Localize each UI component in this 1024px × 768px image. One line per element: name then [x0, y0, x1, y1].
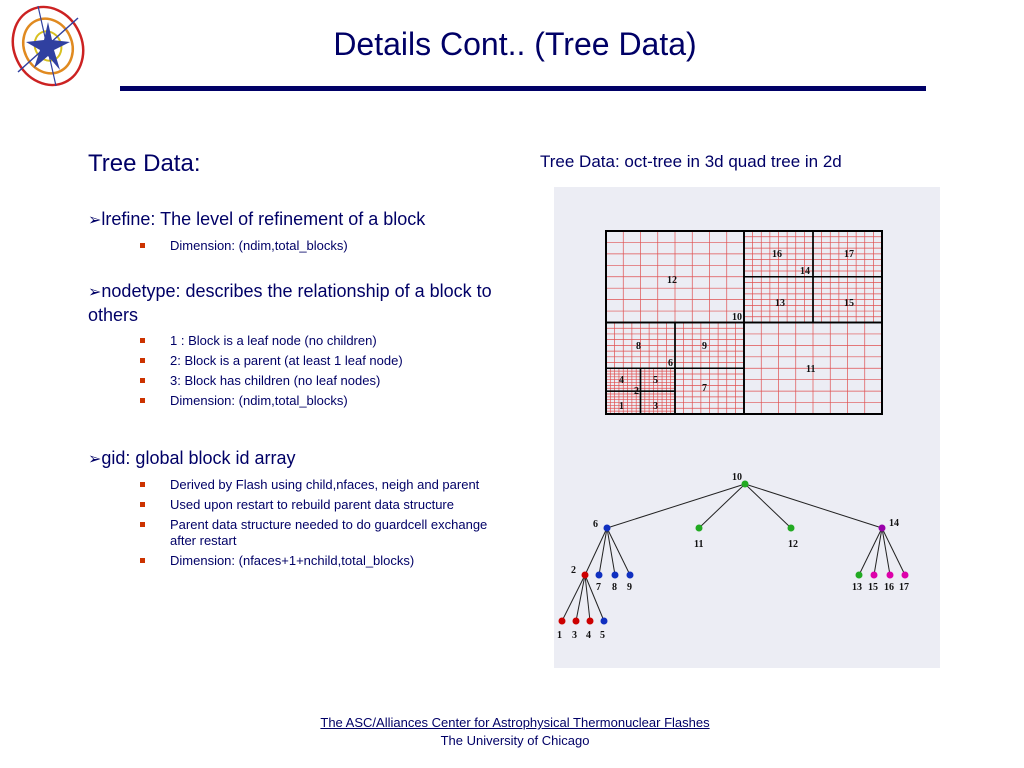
arrow-bullet-icon: ➢ — [88, 212, 102, 229]
section-heading: Tree Data: — [88, 150, 201, 177]
sub-item: 1 : Block is a leaf node (no children) — [88, 333, 508, 349]
tree-node-12 — [788, 525, 795, 532]
tree-node-17 — [902, 572, 909, 579]
node-label-4: 4 — [586, 630, 591, 641]
node-label-1: 1 — [557, 630, 562, 641]
slide-title: Details Cont.. (Tree Data) — [333, 26, 697, 62]
bullet-label: lrefine: The level of refinement of a block — [101, 209, 426, 229]
sub-item: 2: Block is a parent (at least 1 leaf node) — [88, 353, 508, 369]
sub-item: Derived by Flash using child,nfaces, neigh and parent — [88, 477, 508, 493]
node-label-11: 11 — [694, 539, 704, 550]
quad-tree-diagram — [554, 187, 940, 668]
bullet-lrefine — [88, 208, 508, 232]
tree-node-7 — [596, 572, 603, 579]
grid-label-3: 3 — [653, 401, 658, 412]
node-label-10: 10 — [732, 472, 742, 483]
sub-list — [88, 477, 508, 569]
square-bullet-icon — [140, 378, 145, 383]
tree-node-10 — [742, 481, 749, 488]
grid-label-13: 13 — [775, 298, 785, 309]
tree-node-6 — [604, 525, 611, 532]
grid-label-1: 1 — [619, 401, 624, 412]
flash-center-logo — [8, 2, 88, 90]
grid-label-6: 6 — [668, 358, 673, 369]
tree-data-text — [88, 150, 508, 573]
grid-label-8: 8 — [636, 341, 641, 352]
bullet-nodetype — [88, 280, 508, 327]
diagram-caption: Tree Data: oct-tree in 3d quad tree in 2d — [540, 152, 842, 171]
footer-link[interactable]: The ASC/Alliances Center for Astrophysical Thermonuclear Flashes — [320, 715, 710, 730]
tree-node-15 — [871, 572, 878, 579]
bullet-gid — [88, 447, 508, 471]
node-label-12: 12 — [788, 539, 798, 550]
node-label-5: 5 — [600, 630, 605, 641]
tree-node-8 — [612, 572, 619, 579]
sub-item: Dimension: (ndim,total_blocks) — [88, 393, 508, 409]
footer — [200, 714, 830, 750]
node-label-16: 16 — [884, 582, 894, 593]
grid-label-12: 12 — [667, 275, 677, 286]
grid-label-14: 14 — [800, 266, 810, 277]
grid-label-16: 16 — [772, 249, 782, 260]
grid-label-11: 11 — [806, 364, 816, 375]
quad-tree-figure — [554, 187, 940, 668]
footer-institution: The University of Chicago — [440, 733, 590, 748]
node-label-15: 15 — [868, 582, 878, 593]
square-bullet-icon — [140, 358, 145, 363]
grid-label-15: 15 — [844, 298, 854, 309]
sub-item: Dimension: (ndim,total_blocks) — [88, 238, 508, 254]
node-label-2: 2 — [571, 565, 576, 576]
grid-label-7: 7 — [702, 383, 707, 394]
tree-node-1 — [559, 618, 566, 625]
tree-node-13 — [856, 572, 863, 579]
tree-node-9 — [627, 572, 634, 579]
tree-node-4 — [587, 618, 594, 625]
node-label-3: 3 — [572, 630, 577, 641]
node-label-6: 6 — [593, 519, 598, 530]
bullet-label: gid: global block id array — [101, 448, 296, 468]
square-bullet-icon — [140, 558, 145, 563]
title-underline — [120, 86, 926, 91]
grid-label-10: 10 — [732, 312, 742, 323]
node-label-7: 7 — [596, 582, 601, 593]
square-bullet-icon — [140, 338, 145, 343]
square-bullet-icon — [140, 522, 145, 527]
tree-node-14 — [879, 525, 886, 532]
sub-list — [88, 238, 508, 254]
tree-node-16 — [887, 572, 894, 579]
node-label-14: 14 — [889, 518, 899, 529]
grid-label-17: 17 — [844, 249, 854, 260]
sub-item: Parent data structure needed to do guardcell exchange after restart — [88, 517, 508, 549]
square-bullet-icon — [140, 482, 145, 487]
tree-node-5 — [601, 618, 608, 625]
square-bullet-icon — [140, 398, 145, 403]
sub-item: Dimension: (nfaces+1+nchild,total_blocks) — [88, 553, 508, 569]
tree-node-3 — [573, 618, 580, 625]
node-label-9: 9 — [627, 582, 632, 593]
arrow-bullet-icon: ➢ — [88, 451, 102, 468]
tree-node-2 — [582, 572, 589, 579]
node-label-13: 13 — [852, 582, 862, 593]
sub-item: 3: Block has children (no leaf nodes) — [88, 373, 508, 389]
tree-edges — [562, 484, 905, 621]
grid-label-9: 9 — [702, 341, 707, 352]
node-label-8: 8 — [612, 582, 617, 593]
square-bullet-icon — [140, 243, 145, 248]
bullet-label: nodetype: describes the relationship of a block to others — [88, 281, 492, 325]
arrow-bullet-icon: ➢ — [88, 284, 102, 301]
grid-label-2: 2 — [634, 386, 639, 397]
tree-node-11 — [696, 525, 703, 532]
sub-item: Used upon restart to rebuild parent data structure — [88, 497, 508, 513]
refinement-grid-blocks — [606, 231, 882, 414]
square-bullet-icon — [140, 502, 145, 507]
grid-label-4: 4 — [619, 375, 624, 386]
grid-label-5: 5 — [653, 375, 658, 386]
node-label-17: 17 — [899, 582, 909, 593]
sub-list — [88, 333, 508, 409]
